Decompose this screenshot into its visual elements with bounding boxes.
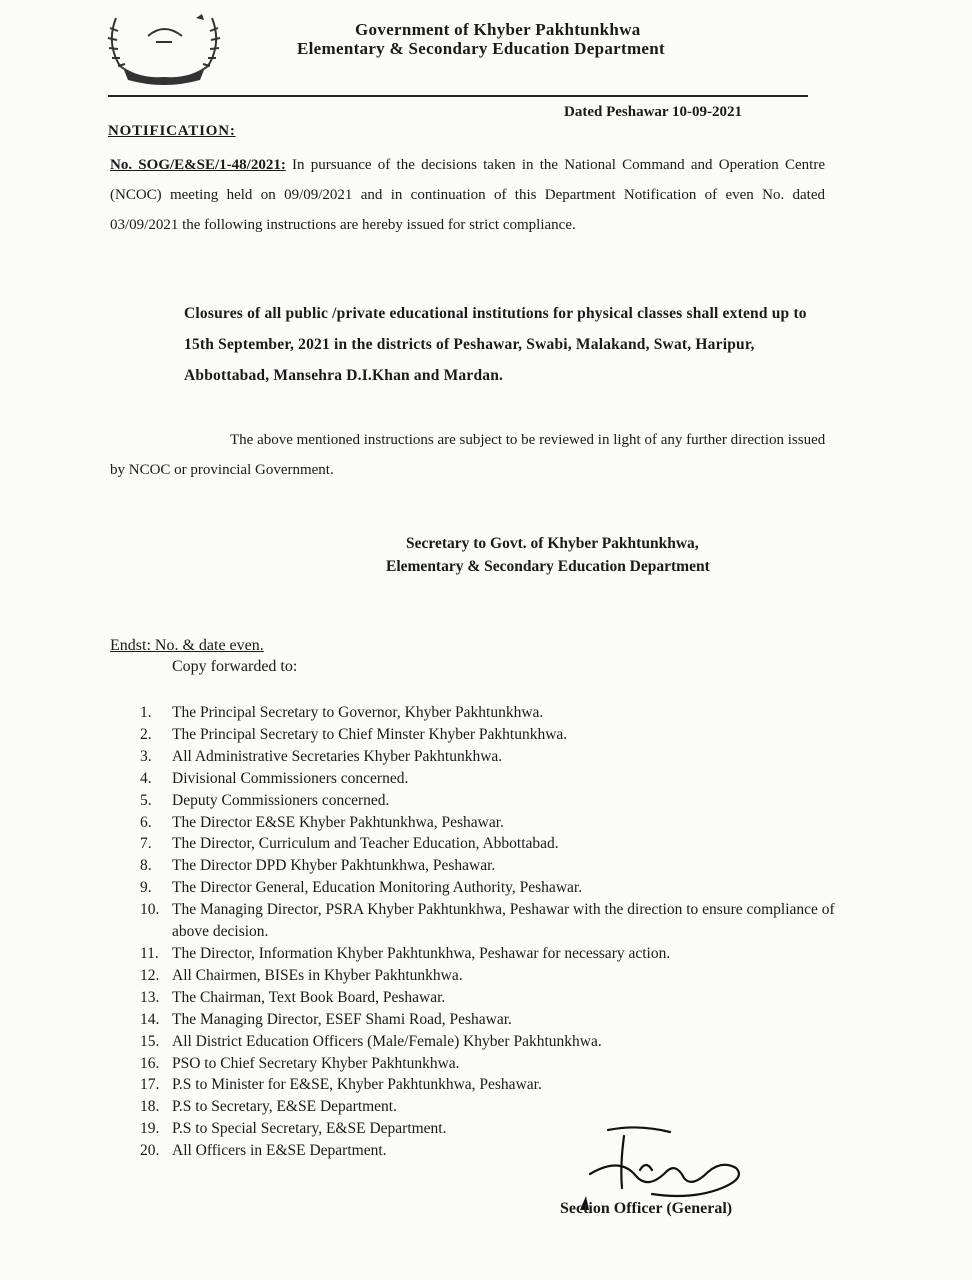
list-item: [140, 965, 860, 987]
list-item-text: The Director, Information Khyber Pakhtunkhwa, Peshawar for necessary action.: [172, 944, 671, 962]
notification-heading: NOTIFICATION:: [108, 123, 236, 139]
closure-instruction: Closures of all public /private educational institutions for physical classes shall extend up to 15th September, 2021 in the districts of Peshawar, Swabi, Malakand, Swat, Haripur, Abbottabad, Mansehra D.I.Khan and Mardan.: [184, 305, 807, 384]
list-item-text: Divisional Commissioners concerned.: [172, 769, 409, 787]
list-item-number: 4.: [140, 769, 152, 787]
list-item-text: All Chairmen, BISEs in Khyber Pakhtunkhwa.: [172, 966, 463, 984]
list-item: [140, 1096, 860, 1118]
list-item: [140, 746, 860, 768]
list-item: [140, 899, 860, 943]
list-item-text: The Managing Director, ESEF Shami Road, Peshawar.: [172, 1010, 512, 1028]
list-item: [140, 724, 860, 746]
list-item-number: 18.: [140, 1098, 160, 1116]
signatory-block: [386, 532, 710, 578]
notification-reference-number: No. SOG/E&SE/1-48/2021:: [110, 157, 286, 173]
dated-line: Dated Peshawar 10-09-2021: [564, 104, 743, 120]
list-item-text: The Managing Director, PSRA Khyber Pakhtunkhwa, Peshawar with the direction to ensure compliance of above decision.: [172, 901, 835, 941]
list-item-number: 17.: [140, 1076, 160, 1094]
list-item: [140, 943, 860, 965]
list-item: [140, 1074, 860, 1096]
signatory-department: Elementary & Secondary Education Department: [386, 558, 710, 575]
list-item-number: 16.: [140, 1054, 160, 1072]
notification-paragraph: [110, 150, 825, 240]
list-item-number: 5.: [140, 791, 152, 809]
list-item-number: 11.: [140, 944, 159, 962]
list-item: [140, 702, 860, 724]
list-item: [140, 1031, 860, 1053]
header-subtitle: Elementary & Secondary Education Department: [297, 39, 665, 58]
list-item-number: 3.: [140, 747, 152, 765]
list-item-text: The Director, Curriculum and Teacher Education, Abbottabad.: [172, 835, 559, 853]
list-item-text: All Officers in E&SE Department.: [172, 1142, 387, 1160]
list-item: [140, 877, 860, 899]
list-item-text: The Director General, Education Monitoring Authority, Peshawar.: [172, 879, 583, 897]
list-item-number: 14.: [140, 1010, 160, 1028]
list-item: [140, 1053, 860, 1075]
recipients-list: [140, 702, 860, 1162]
copy-forwarded-label: Copy forwarded to:: [172, 658, 298, 675]
list-item-number: 7.: [140, 835, 152, 853]
list-item-number: 6.: [140, 813, 152, 831]
list-item-number: 12.: [140, 966, 160, 984]
list-item-number: 1.: [140, 704, 152, 721]
notification-paragraph-text: In pursuance of the decisions taken in the National Command and Operation Centre (NCOC) meeting held on 09/09/2021 and in continuation of this Department Notification of even No. dated 03/09/2021 the following instructions are hereby issued for strict compliance.: [110, 157, 825, 233]
list-item-text: P.S to Secretary, E&SE Department.: [172, 1098, 397, 1116]
header-divider: [108, 95, 808, 97]
list-item: [140, 987, 860, 1009]
list-item-text: P.S to Special Secretary, E&SE Department.: [172, 1120, 447, 1138]
list-item: [140, 833, 860, 855]
section-officer-label: Section Officer (General): [560, 1200, 733, 1217]
review-paragraph: [110, 425, 840, 485]
handwritten-signature: [580, 1122, 770, 1212]
list-item-number: 2.: [140, 725, 152, 743]
list-item-text: The Chairman, Text Book Board, Peshawar.: [172, 988, 446, 1006]
list-item: [140, 790, 860, 812]
list-item: [140, 1009, 860, 1031]
signatory-title: Secretary to Govt. of Khyber Pakhtunkhwa,: [406, 535, 699, 552]
list-item-text: PSO to Chief Secretary Khyber Pakhtunkhwa.: [172, 1054, 460, 1072]
list-item: [140, 812, 860, 834]
government-emblem-icon: [98, 8, 230, 88]
header-title: Government of Khyber Pakhtunkhwa: [355, 20, 641, 39]
list-item-text: The Principal Secretary to Governor, Khyber Pakhtunkhwa.: [172, 704, 544, 721]
endorsement-line: Endst: No. & date even.: [110, 637, 264, 654]
list-item-text: The Principal Secretary to Chief Minster Khyber Pakhtunkhwa.: [172, 725, 568, 743]
list-item-text: All Administrative Secretaries Khyber Pakhtunkhwa.: [172, 747, 503, 765]
list-item-text: The Director DPD Khyber Pakhtunkhwa, Peshawar.: [172, 857, 496, 875]
list-item: [140, 768, 860, 790]
list-item-text: Deputy Commissioners concerned.: [172, 791, 390, 809]
review-paragraph-text: The above mentioned instructions are subject to be reviewed in light of any further direction issued by NCOC or provincial Government.: [110, 432, 826, 478]
list-item-text: All District Education Officers (Male/Female) Khyber Pakhtunkhwa.: [172, 1032, 602, 1050]
list-item-number: 10.: [140, 901, 160, 919]
list-item-text: The Director E&SE Khyber Pakhtunkhwa, Peshawar.: [172, 813, 504, 831]
list-item-number: 13.: [140, 988, 160, 1006]
list-item-number: 15.: [140, 1032, 160, 1050]
list-item: [140, 855, 860, 877]
list-item-number: 19.: [140, 1120, 160, 1138]
list-item-number: 20.: [140, 1142, 160, 1160]
list-item-text: P.S to Minister for E&SE, Khyber Pakhtunkhwa, Peshawar.: [172, 1076, 542, 1094]
list-item-number: 8.: [140, 857, 152, 875]
list-item-number: 9.: [140, 879, 152, 897]
